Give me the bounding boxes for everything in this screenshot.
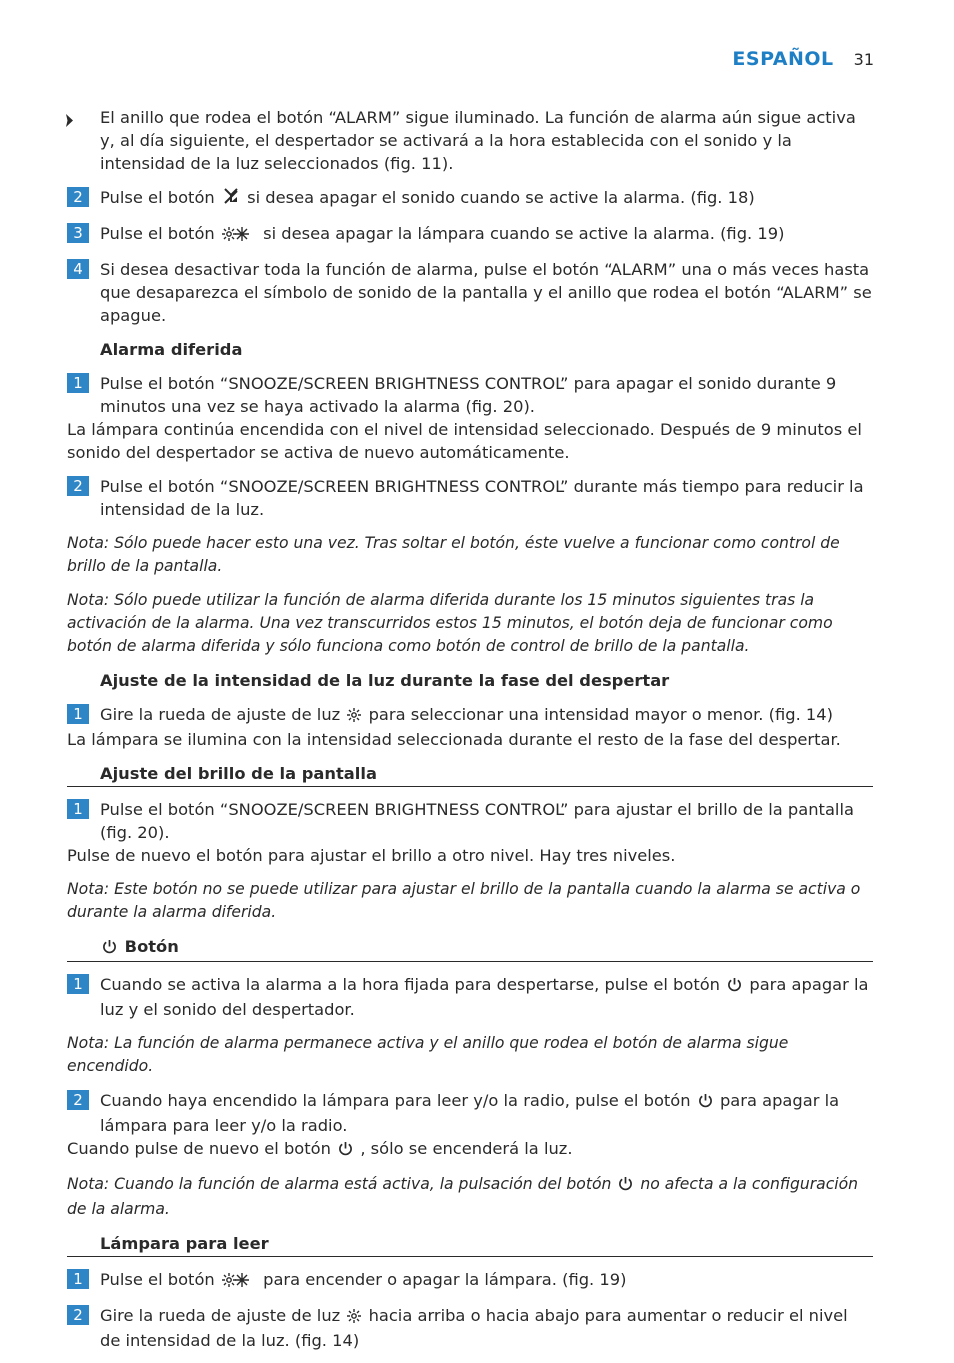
brightness-result: Pulse de nuevo el botón para ajustar el brillo a otro nivel. Hay tres niveles. [67, 846, 676, 865]
step-text: si desea apagar el sonido cuando se active la alarma. (fig. 18) [247, 188, 755, 207]
page-header [732, 48, 874, 70]
brightness-note: Nota: Este botón no se puede utilizar para ajustar el brillo de la pantalla cuando la alarma se activa o durante la alarma diferida. [67, 880, 861, 921]
snooze-note-2: Nota: Sólo puede utilizar la función de alarma diferida durante los 15 minutos siguientes tras la activación de la alarma. Una vez transcurridos estos 15 minutos, el botón deja de funcionar como botón de alarma diferida y sólo funciona como botón de control de brillo de la pantalla. [67, 591, 833, 655]
section-title-screen-brightness: Ajuste del brillo de la pantalla [67, 762, 873, 787]
section-title-wakeup-light: Ajuste de la intensidad de la luz durante la fase del despertar [100, 671, 670, 690]
power-icon [727, 975, 742, 998]
wakeup-light-result: La lámpara se ilumina con la intensidad seleccionada durante el resto de la fase del despertar. [67, 730, 841, 749]
lamp-icon [222, 224, 256, 247]
step-text: Pulse el botón “SNOOZE/SCREEN BRIGHTNESS CONTROL” para ajustar el brillo de la pantalla (fig. 20). [100, 800, 854, 842]
page-content [67, 106, 873, 1363]
sound-off-icon [222, 187, 240, 211]
power-note-1: Nota: La función de alarma permanece activa y el anillo que rodea el botón de alarma sigue encendido. [67, 1034, 789, 1075]
step-text: hacia arriba o hacia abajo para aumentar o reducir el nivel de intensidad de la luz. (fig. 14) [100, 1306, 848, 1350]
light-icon [347, 1306, 361, 1329]
step-text: para encender o apagar la lámpara. (fig. 19) [263, 1270, 627, 1289]
step-number: 4 [67, 259, 89, 279]
page-number: 31 [853, 50, 874, 69]
light-icon [347, 705, 361, 728]
step-number: 2 [67, 1090, 89, 1110]
section-title-reading-lamp: Lámpara para leer [67, 1232, 873, 1257]
power-icon [698, 1091, 713, 1114]
result-text: , sólo se encenderá la luz. [360, 1139, 573, 1158]
power-icon [102, 937, 117, 960]
step-number: 1 [67, 799, 89, 819]
note-text: no afecta a la configuración de la alarma. [67, 1175, 859, 1218]
power-step-2 [67, 1089, 873, 1137]
snooze-step-2 [67, 475, 873, 521]
power-result [67, 1137, 873, 1162]
step-text: Si desea desactivar toda la función de alarma, pulse el botón “ALARM” una o más veces hasta que desaparezca el símbolo de sonido de la pantalla y el anillo que rodea el botón “ALARM” se apague. [100, 260, 872, 325]
result-text: Cuando pulse de nuevo el botón [67, 1139, 331, 1158]
section-title-snooze: Alarma diferida [100, 340, 243, 359]
section-title-power-button [67, 935, 873, 962]
lamp-icon [222, 1270, 256, 1293]
power-icon [618, 1175, 633, 1198]
step-text: Gire la rueda de ajuste de luz [100, 1306, 341, 1325]
step-3 [67, 222, 873, 247]
step-text: Cuando se activa la alarma a la hora fijada para despertarse, pulse el botón [100, 975, 720, 994]
step-number: 1 [67, 1269, 89, 1289]
reading-lamp-step-1 [67, 1268, 873, 1293]
step-number: 2 [67, 476, 89, 496]
language-label: ESPAÑOL [732, 48, 834, 70]
step-number: 2 [67, 187, 89, 207]
step-text: para seleccionar una intensidad mayor o menor. (fig. 14) [368, 705, 833, 724]
step-number: 3 [67, 223, 89, 243]
step-4 [67, 258, 873, 327]
step-text: Cuando haya encendido la lámpara para leer y/o la radio, pulse el botón [100, 1091, 691, 1110]
step-text: Pulse el botón [100, 188, 215, 207]
power-note-2 [67, 1173, 873, 1221]
snooze-step-1 [67, 372, 873, 418]
step-number: 2 [67, 1305, 89, 1325]
reading-lamp-step-2 [67, 1304, 873, 1352]
step-number: 1 [67, 704, 89, 724]
step-text: para apagar la lámpara para leer y/o la radio. [100, 1091, 840, 1135]
snooze-result: La lámpara continúa encendida con el nivel de intensidad seleccionado. Después de 9 minutos el sonido del despertador se activa de nuevo automáticamente. [67, 420, 862, 462]
arrow-bullet-icon [66, 110, 73, 133]
step-text: Pulse el botón [100, 1270, 215, 1289]
wakeup-light-step-1 [67, 703, 873, 728]
result-bullet [67, 106, 873, 175]
result-text: El anillo que rodea el botón “ALARM” sigue iluminado. La función de alarma aún sigue activa y, al día siguiente, el despertador se activará a la hora establecida con el sonido y la intensidad de la luz seleccionados (fig. 11). [100, 108, 856, 173]
note-text: Nota: Cuando la función de alarma está activa, la pulsación del botón [67, 1175, 612, 1193]
power-icon [338, 1139, 353, 1162]
step-text: Pulse el botón [100, 224, 215, 243]
power-step-1 [67, 973, 873, 1021]
step-number: 1 [67, 373, 89, 393]
snooze-note-1: Nota: Sólo puede hacer esto una vez. Tras soltar el botón, éste vuelve a funcionar como control de brillo de la pantalla. [67, 534, 840, 575]
step-text: si desea apagar la lámpara cuando se active la alarma. (fig. 19) [263, 224, 785, 243]
step-text: Gire la rueda de ajuste de luz [100, 705, 341, 724]
section-title-text: Botón [124, 937, 179, 956]
step-number: 1 [67, 974, 89, 994]
step-text: Pulse el botón “SNOOZE/SCREEN BRIGHTNESS CONTROL” durante más tiempo para reducir la intensidad de la luz. [100, 477, 864, 519]
step-2 [67, 186, 873, 211]
step-text: para apagar la luz y el sonido del despertador. [100, 975, 869, 1019]
step-text: Pulse el botón “SNOOZE/SCREEN BRIGHTNESS CONTROL” para apagar el sonido durante 9 minutos una vez se haya activado la alarma (fig. 20). [100, 374, 837, 416]
brightness-step-1 [67, 798, 873, 844]
